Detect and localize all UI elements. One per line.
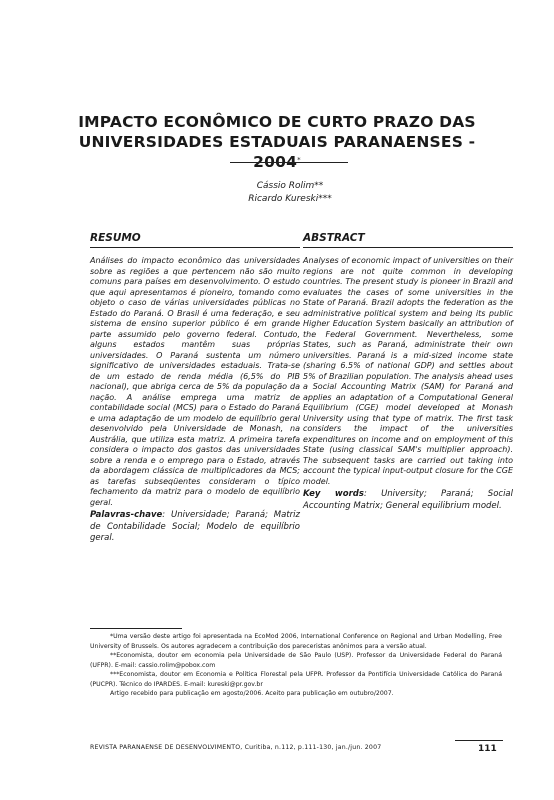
resumo-section <box>90 232 300 545</box>
page-number: 111 <box>478 744 497 754</box>
footnote: **Economista, doutor em economia pela Universidade de São Paulo (USP). Professor da Universidade Federal do Paraná (UFPR). E-mail: cassio.rolim@pobox.com <box>90 652 502 669</box>
author-name: Ricardo Kureski*** <box>248 193 332 204</box>
resumo-body: Análises do impacto econômico das universidades sobre as regiões a que pertencem não são muito comuns para países em desenvolvimento. O estudo que aqui apresentamos é pioneiro, tomando como objeto o caso de várias universidades públicas no Estado do Paraná. O Brasil é uma federação, e seu sistema de ensino superior público é em grande parte assumido pelo governo federal. Contudo, alguns estados mantêm suas próprias universidades. O Paraná sustenta um número significativo de universidades estaduais. Trata-se de um estado de renda média (6,5% do PIB nacional), que abriga cerca de 5% da população da nação. A análise emprega uma matriz de contabilidade social (MCS) para o Estado do Paraná e uma adaptação de um modelo de equilíbrio geral desenvolvido pela Universidade de Monash, na Austrália, que utiliza esta matriz. A primeira tarefa considera o impacto dos gastos das universidades sobre a renda e o emprego para o Estado, através da abordagem clássica de multiplicadores da MCS; as tarefas subseqüentes consideram o típico fechamento da matriz para o modelo de equilíbrio geral. <box>90 256 300 507</box>
abstract-section <box>303 232 513 512</box>
footnote-divider <box>90 628 182 629</box>
footnotes <box>90 632 502 699</box>
footnote: Artigo recebido para publicação em agosto/2006. Aceito para publicação em outubro/2007. <box>110 690 394 697</box>
abstract-keywords-label: Key words <box>303 489 364 499</box>
running-footer: REVISTA PARANAENSE DE DESENVOLVIMENTO, Curitiba, n.112, p.111-130, jan./jun. 2007 <box>90 744 382 751</box>
abstract-keywords-text: : University; Paraná; Social Accounting Matrix; General equilibrium model. <box>303 489 513 511</box>
title-divider <box>230 162 348 163</box>
title-footnote-marker: * <box>297 156 301 164</box>
resumo-keywords-text: : Universidade; Paraná; Matriz de Contabilidade Social; Modelo de equilíbrio geral. <box>90 510 300 543</box>
author-name: Cássio Rolim** <box>256 181 324 191</box>
title-line-1: IMPACTO ECONÔMICO DE CURTO PRAZO DAS <box>78 113 476 131</box>
title-line-2 <box>60 132 494 172</box>
footnote: ***Economista, doutor em Economia e Política Florestal pela UFPR. Professor da Pontifícia Universidade Católica do Paraná (PUCPR). Técnico do IPARDES. E-mail: kureski@pr.gov.br <box>90 671 502 688</box>
author-list <box>170 180 410 205</box>
footer-divider <box>455 740 503 741</box>
resumo-keywords <box>90 510 300 545</box>
abstract-body: Analyses of economic impact of universities on their regions are not quite common in developing countries. The present study is pioneer in Brazil and evaluates the cases of some universities in the State of Paraná. Brazil adopts the federation as the administrative political system and being its public Higher Education System basically an attribution of the Federal Government. Nevertheless, some States, such as Paraná, administrate their own universities. Paraná is a mid-sized income state (sharing 6.5% of national GDP) and settles about 5% of Brazilian population. The analysis ahead uses a Social Accounting Matrix (SAM) for Paraná and applies an adaptation of a Computational General Equilibrium (CGE) model developed at Monash University using that type of matrix. The first task considers the impact of the universities expenditures on income and on employment of this State (using classical SAM's multiplier approach). The subsequent tasks are carried out taking into account the typical input-output closure for the CGE model. <box>303 256 513 486</box>
abstract-heading: ABSTRACT <box>303 232 513 248</box>
footnote: *Uma versão deste artigo foi apresentada na EcoMod 2006, International Conference on Regional and Urban Modelling, Free University of Brussels. Os autores agradecem a contribuição dos pareceristas anônimos para a versão atual. <box>90 633 502 650</box>
article-title <box>60 112 494 172</box>
title-line-2-text: UNIVERSIDADES ESTADUAIS PARANAENSES - 2004 <box>78 133 476 171</box>
resumo-keywords-label: Palavras-chave <box>90 510 163 520</box>
abstract-keywords <box>303 489 513 512</box>
resumo-heading: RESUMO <box>90 232 300 248</box>
